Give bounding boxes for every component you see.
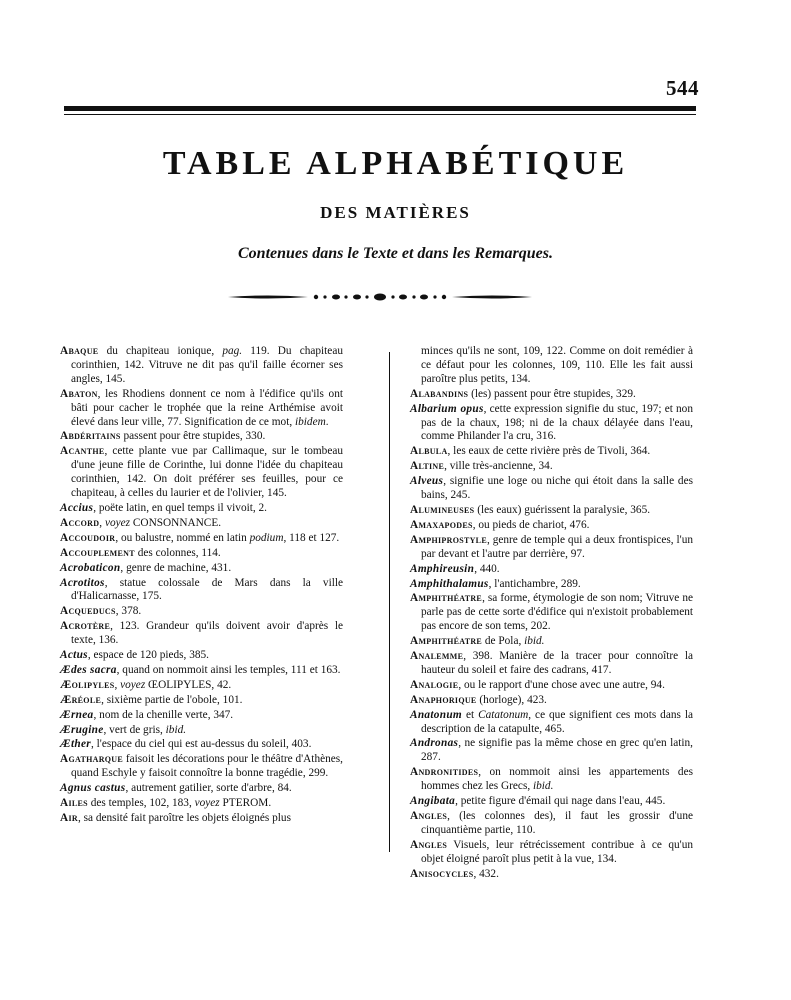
- entry-headword: Analemme: [410, 650, 464, 663]
- entry-headword: Andronitides: [410, 766, 479, 779]
- index-entry: [410, 460, 693, 474]
- entry-text: , quand on nommoit ainsi les temples, 111 et 163.: [116, 663, 341, 676]
- page-subtitle: DES MATIÈRES: [320, 203, 471, 222]
- entry-text: Visuels, leur rétrécissement contribue à ce qu'un objet éloigné paroît plus petit à la vue, 134.: [421, 838, 693, 865]
- page-caption: Contenues dans le Texte et dans les Remarques.: [238, 245, 553, 262]
- index-entry: [410, 534, 693, 562]
- index-entry: [60, 664, 343, 678]
- index-entry: [410, 592, 693, 634]
- entry-headword: Angles: [410, 810, 448, 822]
- entry-headword: Angles: [410, 838, 448, 851]
- entry-headword: Ædes sacra: [60, 663, 117, 676]
- index-entry: [60, 430, 343, 444]
- entry-text: , l'espace du ciel qui est au-dessus du soleil, 403.: [91, 738, 312, 751]
- entry-em: ibid.: [165, 723, 187, 736]
- entry-text: , cette expression signifie du stuc, 197; et non pas de la chaux, 198; ni de la chaux délayée dans l'eau, comme Philander l'a cru, 316.: [421, 402, 693, 443]
- entry-text: ,: [114, 678, 121, 691]
- entry-tail: PTEROM.: [219, 797, 272, 810]
- index-entry: [410, 504, 693, 518]
- entry-headword: Ailes: [60, 797, 88, 810]
- entry-tail: CONSONNANCE.: [130, 516, 222, 529]
- entry-headword: Angibata: [410, 795, 456, 808]
- entry-headword: Anatonum: [410, 708, 463, 721]
- entry-headword: Agatharque: [60, 753, 124, 766]
- entry-headword: Amphithéatre: [410, 592, 483, 605]
- entry-text: ,: [99, 516, 105, 529]
- index-column-right: [410, 345, 693, 883]
- entry-text: , (les colonnes des), il faut les grossir d'une cinquantième partie, 110.: [421, 810, 693, 836]
- ornament-divider: [228, 288, 532, 306]
- index-entry: [410, 475, 693, 503]
- index-entry: [410, 388, 693, 402]
- entry-headword: Acrotitos: [60, 576, 105, 589]
- index-entry: [410, 635, 693, 649]
- entry-headword: Anisocycles: [410, 867, 474, 880]
- entry-text: , sixième partie de l'obole, 101.: [101, 693, 243, 706]
- index-entry: [410, 563, 693, 577]
- entry-text: , les eaux de cette rivière près de Tivoli, 364.: [447, 445, 651, 458]
- entry-text: , statue colossale de Mars dans la ville d'Halicarnasse, 175.: [71, 576, 343, 603]
- index-entry: [410, 766, 693, 794]
- entry-em: Catatonum: [478, 708, 529, 721]
- index-entry: [60, 345, 343, 387]
- entry-headword: Albula: [410, 445, 448, 458]
- entry-text: , autrement gatilier, sorte d'arbre, 84.: [125, 782, 292, 795]
- entry-headword: Amaxapodes: [410, 518, 473, 531]
- entry-text: , signifie une loge ou niche qui étoit dans la salle des bains, 245.: [421, 475, 693, 502]
- index-entry: [410, 694, 693, 708]
- entry-headword: Albarium opus: [410, 402, 484, 415]
- entry-text: , ne signifie pas la même chose en grec qu'en latin, 287.: [421, 737, 693, 764]
- entry-text: des temples, 102, 183,: [87, 797, 195, 810]
- entry-em: voyez: [120, 678, 146, 691]
- entry-headword: Acrotère: [60, 620, 111, 633]
- entry-text: , sa densité fait paroître les objets éloignés plus: [77, 812, 291, 824]
- entry-tail: , 118 et 127.: [283, 531, 340, 544]
- index-entry: [410, 868, 693, 882]
- index-entry: [410, 810, 693, 838]
- index-entry: [60, 812, 343, 826]
- index-entry: [60, 605, 343, 619]
- entry-text: (les eaux) guérissent la paralysie, 365.: [474, 503, 651, 516]
- index-entry: [410, 795, 693, 809]
- entry-text: , vert de gris,: [103, 723, 166, 736]
- entry-headword: Altine: [410, 460, 445, 473]
- index-entry: [60, 532, 343, 546]
- entry-em: voyez: [194, 797, 220, 810]
- page-title: TABLE ALPHABÉTIQUE: [162, 145, 629, 182]
- entry-text: , ville très-ancienne, 34.: [444, 460, 553, 473]
- index-entry: [60, 388, 343, 430]
- entry-text: , les Rhodiens donnent ce nom à l'édifice qu'ils ont bâti pour cacher le trophée que la reine Arthémise avoit élevé dans leur ville, 77. Signification de ce mot,: [71, 387, 343, 428]
- index-entry: [60, 709, 343, 723]
- index-entry: [60, 502, 343, 516]
- index-entry: [410, 709, 693, 737]
- entry-headword: Abdéritains: [60, 430, 121, 443]
- entry-headword: Anaphorique: [410, 693, 477, 706]
- index-entry: [60, 797, 343, 811]
- entry-tail: ŒOLIPYLES, 42.: [145, 678, 232, 691]
- entry-text: des colonnes, 114.: [134, 546, 221, 559]
- entry-text: , 123. Grandeur qu'ils doivent avoir d'après le texte, 136.: [71, 620, 343, 647]
- entry-text: , 398. Manière de la tracer pour connoître la hauteur du soleil et faire des cadrans, 417.: [421, 650, 693, 676]
- entry-text: (horloge), 423.: [476, 693, 547, 706]
- entry-text: , cette plante vue par Callimaque, sur le tombeau d'une jeune fille de Corinthe, lui donne l'idée du chapiteau corinthien, 142. On doit préférer ses feuilles, pour ce chapiteau, à celles du laurier et de l'olivier, 145.: [71, 445, 343, 500]
- entry-tail: .: [325, 415, 329, 428]
- index-entry: [60, 782, 343, 796]
- entry-headword: Amphithalamus: [410, 577, 489, 590]
- entry-headword: Æther: [60, 738, 91, 751]
- index-entry: [410, 445, 693, 459]
- index-entry: [60, 445, 343, 501]
- entry-headword: Agnus castus: [60, 782, 126, 795]
- entry-text: , 378.: [115, 605, 142, 618]
- entry-text: , genre de machine, 431.: [120, 561, 232, 574]
- page-number: 544: [666, 76, 699, 100]
- entry-headword: Ærugine: [60, 723, 104, 736]
- entry-text: , 440.: [474, 562, 500, 575]
- entry-headword: Accord: [60, 516, 100, 529]
- entry-headword: Acrobaticon: [60, 561, 121, 574]
- index-entry-continuation: [410, 345, 693, 387]
- entry-em: voyez: [104, 516, 131, 529]
- entry-text: , petite figure d'émail qui nage dans l'eau, 445.: [455, 795, 666, 808]
- entry-text: passent pour être stupides, 330.: [120, 430, 266, 443]
- entry-text: et: [462, 708, 479, 721]
- entry-headword: Amphiprostyle: [410, 533, 487, 546]
- index-entry: [410, 519, 693, 533]
- entry-text: (les) passent pour être stupides, 329.: [468, 387, 636, 400]
- entry-text: minces qu'ils ne sont, 109, 122. Comme on doit remédier à ce défaut pour les colonnes, 109, 110. Elle les fait aussi paroître plus petits, 134.: [421, 345, 693, 385]
- entry-headword: Accoudoir: [60, 531, 116, 544]
- index-entry: [60, 679, 343, 693]
- entry-text: , l'antichambre, 289.: [488, 577, 581, 590]
- entry-text: , poëte latin, en quel temps il vivoit, 2.: [93, 501, 268, 514]
- entry-headword: Æolipyles: [60, 678, 115, 691]
- entry-text: du chapiteau ionique,: [98, 345, 223, 357]
- index-entry: [60, 517, 343, 531]
- index-entry: [410, 839, 693, 867]
- column-divider: [389, 352, 390, 852]
- index-entry: [60, 577, 343, 605]
- entry-text: de Pola,: [482, 635, 525, 648]
- entry-headword: Acqueducs: [60, 605, 116, 618]
- index-entry: [60, 562, 343, 576]
- index-entry: [60, 649, 343, 663]
- entry-em: pag.: [222, 345, 243, 357]
- index-entry: [60, 724, 343, 738]
- index-entry: [410, 650, 693, 678]
- index-entry: [410, 403, 693, 445]
- index-column-left: [60, 345, 343, 827]
- entry-text: , on nommoit ainsi les appartements des hommes chez les Grecs,: [421, 766, 693, 793]
- index-entry: [410, 578, 693, 592]
- entry-headword: Alumineuses: [410, 503, 475, 516]
- entry-headword: Alabandins: [410, 387, 469, 400]
- entry-em: podium: [249, 531, 284, 544]
- entry-headword: Amphireusin: [410, 562, 475, 575]
- index-entry: [410, 737, 693, 765]
- entry-text: faisoit les décorations pour le théâtre d'Athènes, quand Eschyle y faisoit connoître la bonne tragédie, 299.: [71, 753, 343, 780]
- index-entry: [60, 694, 343, 708]
- entry-headword: Andronas: [410, 737, 459, 750]
- entry-em: ibid.: [533, 780, 554, 793]
- entry-text: , 432.: [473, 867, 499, 880]
- index-entry: [60, 753, 343, 781]
- entry-text: , ou pieds de chariot, 476.: [472, 518, 590, 531]
- entry-headword: Accius: [60, 501, 94, 514]
- entry-headword: Acanthe: [60, 445, 105, 458]
- entry-headword: Actus: [60, 649, 88, 662]
- entry-headword: Abaque: [60, 345, 99, 357]
- index-entry: [60, 620, 343, 648]
- entry-tail: 119. Du chapiteau corinthien, 142. Vitruve ne dit pas qu'il faille écorner ses angles, 145.: [71, 345, 343, 385]
- entry-text: , ou balustre, nommé en latin: [115, 531, 250, 544]
- entry-em: ibid.: [524, 635, 545, 648]
- entry-headword: Analogie: [410, 678, 459, 691]
- index-entry: [60, 547, 343, 561]
- entry-text: , ou le rapport d'une chose avec une autre, 94.: [458, 678, 665, 691]
- index-entry: [410, 679, 693, 693]
- header-rule: [64, 106, 696, 115]
- entry-headword: Alveus: [410, 475, 444, 488]
- entry-text: , genre de temple qui a deux frontispices, l'un par devant et l'autre par derrière, 97.: [421, 533, 693, 560]
- index-entry: [60, 738, 343, 752]
- entry-headword: Æréole: [60, 693, 102, 706]
- entry-headword: Amphithéatre: [410, 635, 483, 648]
- entry-headword: Air: [60, 812, 78, 824]
- entry-text: , espace de 120 pieds, 385.: [87, 649, 209, 662]
- entry-text: , nom de la chenille verte, 347.: [93, 708, 234, 721]
- entry-em: ibidem: [295, 415, 326, 428]
- entry-text: , sa forme, étymologie de son nom; Vitruve ne parle pas de cette sorte d'édifice qui n'existoit probablement pas encore de son tems, 202.: [421, 592, 693, 633]
- entry-headword: Ærnea: [60, 708, 94, 721]
- entry-headword: Abaton: [60, 387, 98, 400]
- entry-tail: , ce que signifient ces mots dans la description de la catapulte, 465.: [421, 708, 693, 735]
- entry-headword: Accouplement: [60, 546, 135, 559]
